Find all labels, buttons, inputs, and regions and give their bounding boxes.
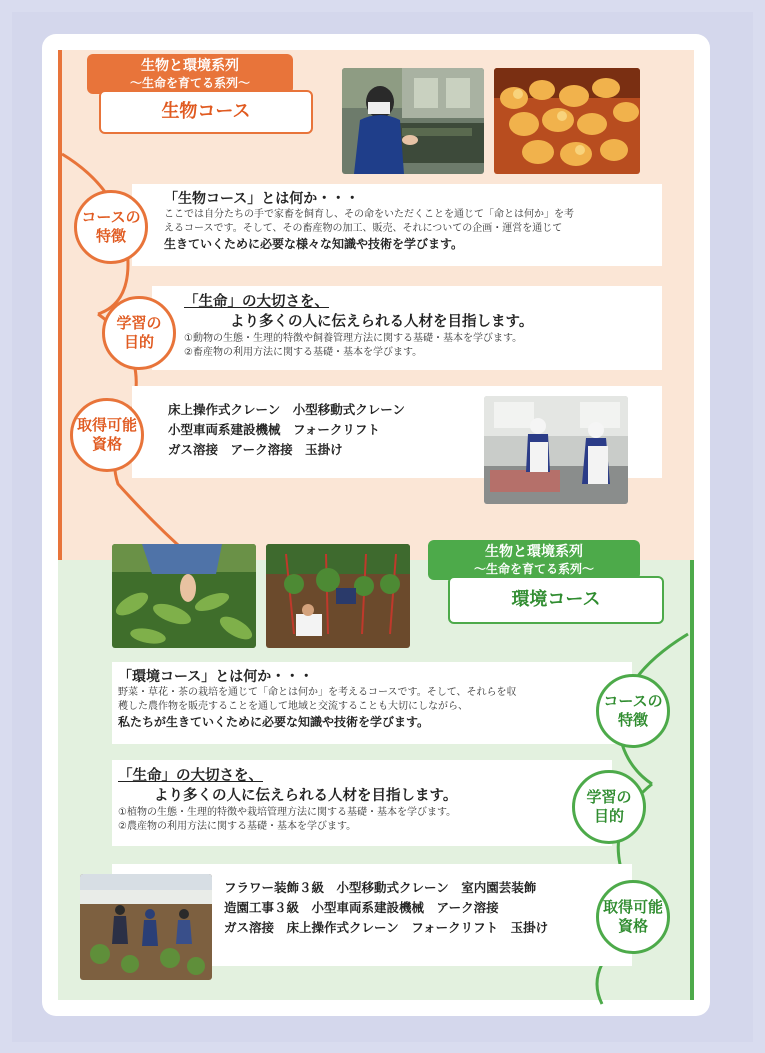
bio-title-block: [87, 54, 313, 140]
bio-photo-student-lab: [342, 68, 484, 174]
bio-purpose-circle: 学習の 目的: [102, 296, 176, 370]
env-series-label: 生物と環境系列: [485, 544, 583, 560]
env-purpose-item1: ①植物の生態・生理的特徴や栽培管理方法に関する基礎・基本を学びます。: [118, 807, 457, 818]
bio-feature-circle: コースの 特徴: [74, 190, 148, 264]
env-purpose-heading1: 「生命」の大切さを、: [118, 768, 263, 784]
env-subseries-label: ～生命を育てる系列～: [473, 562, 594, 576]
bio-purpose-heading2: より多くの人に伝えられる人材を目指します。: [230, 314, 534, 330]
bio-purpose-item2: ②畜産物の利用方法に関する基礎・基本を学びます。: [184, 347, 423, 358]
env-feature-panel: [112, 662, 632, 744]
env-feature-heading: 「環境コース」とは何か・・・: [118, 669, 314, 685]
env-quals-row1: フラワー装飾３級 小型移動式クレーン 室内園芸装飾: [224, 880, 537, 895]
env-quals-circle: 取得可能 資格: [596, 880, 670, 954]
env-feature-line1: 野菜・草花・茶の栽培を通じて「命とは何か」を考えるコースです。そして、それらを収: [118, 687, 517, 698]
env-series-tag: [428, 540, 640, 580]
bio-quals-row1: 床上操作式クレーン 小型移動式クレーン: [168, 402, 406, 417]
env-feature-line3: 私たちが生きていくために必要な知識や技術を学びます。: [118, 715, 430, 729]
bio-series-tag: [87, 54, 293, 94]
env-photo-tea-leaves: [112, 544, 256, 648]
env-feature-line2: 穫した農作物を販売することを通して地域と交流することも大切にしながら、: [118, 701, 468, 712]
env-photo-field-work: [80, 874, 212, 980]
brochure-sheet: [42, 34, 710, 1016]
bio-series-label: 生物と環境系列: [141, 58, 239, 74]
env-purpose-circle: 学習の 目的: [572, 770, 646, 844]
bio-feature-line2: えるコースです。そして、その畜産物の加工、販売、それについての企画・運営を通じて: [164, 223, 563, 234]
bio-purpose-heading1: 「生命」の大切さを、: [184, 294, 329, 310]
bio-subseries-label: ～生命を育てる系列～: [129, 76, 250, 90]
bio-course-title: 生物コース: [99, 90, 313, 134]
env-feature-circle: コースの 特徴: [596, 674, 670, 748]
env-course-title: 環境コース: [448, 576, 664, 624]
bio-photo-meat-processing: [484, 396, 628, 504]
bio-feature-line1: ここでは自分たちの手で家畜を飼育し、その命をいただくことを通じて「命とは何か」を考: [164, 209, 574, 220]
bio-photo-chicks: [494, 68, 640, 174]
bio-feature-line3: 生きていくために必要な様々な知識や技術を学びます。: [164, 237, 464, 251]
bio-quals-circle: 取得可能 資格: [70, 398, 144, 472]
bio-quals-row3: ガス溶接 アーク溶接 玉掛け: [168, 442, 343, 457]
bio-purpose-item1: ①動物の生態・生理的特徴や飼養管理方法に関する基礎・基本を学びます。: [184, 333, 523, 344]
bio-feature-panel: [132, 184, 662, 266]
env-purpose-heading2: より多くの人に伝えられる人材を目指します。: [154, 788, 458, 804]
env-purpose-item2: ②農産物の利用方法に関する基礎・基本を学びます。: [118, 821, 357, 832]
env-title-block: [428, 540, 664, 630]
bio-feature-heading: 「生物コース」とは何か・・・: [164, 191, 360, 207]
env-photo-vegetable-field: [266, 544, 410, 648]
env-quals-row2: 造園工事３級 小型車両系建設機械 アーク溶接: [224, 900, 499, 915]
bio-quals-row2: 小型車両系建設機械 フォークリフト: [168, 422, 380, 437]
env-quals-row3: ガス溶接 床上操作式クレーン フォークリフト 玉掛け: [224, 920, 549, 935]
env-purpose-panel: [112, 760, 612, 846]
bio-purpose-panel: [152, 286, 662, 370]
